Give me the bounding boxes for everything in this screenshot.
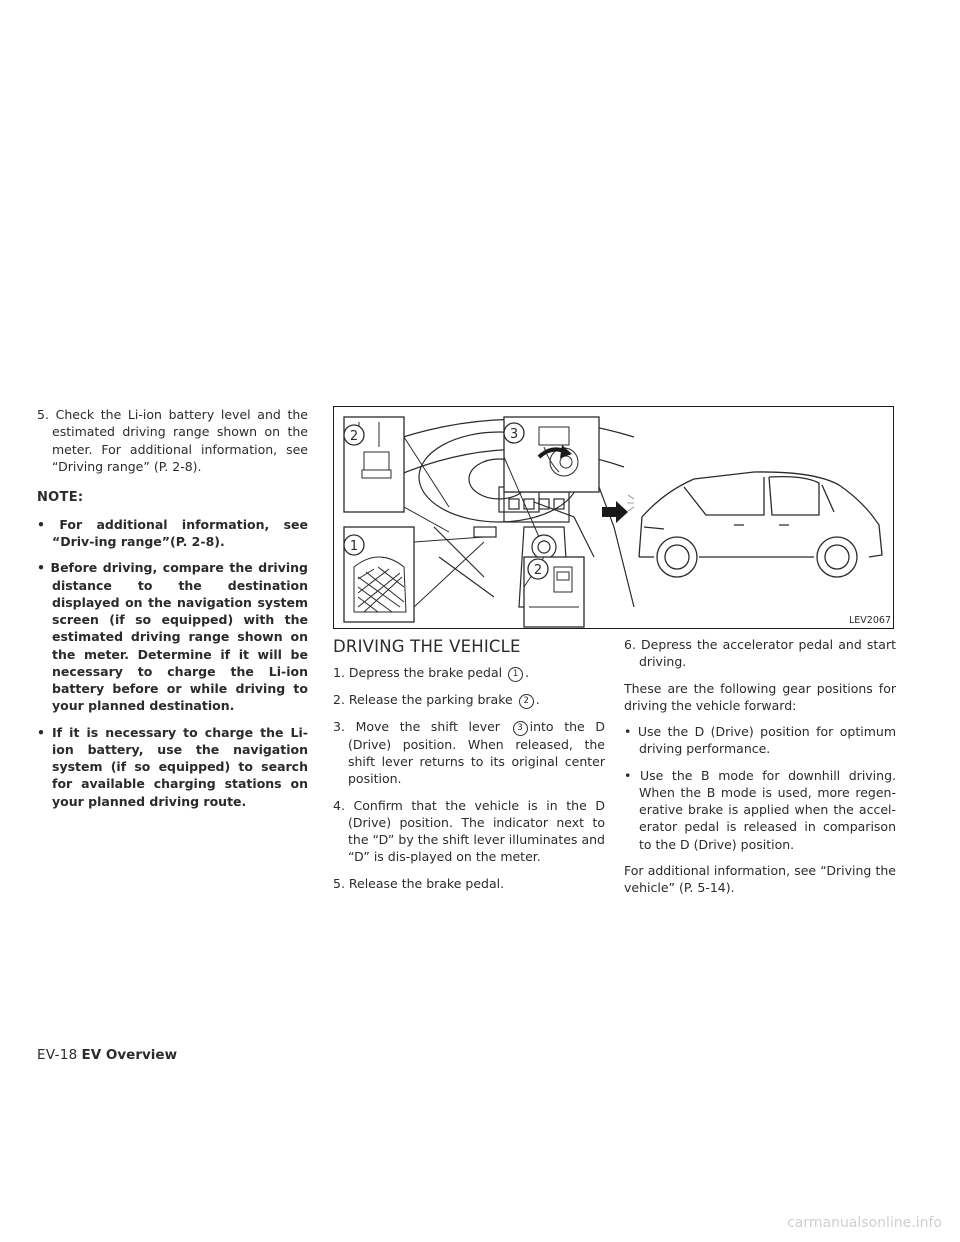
- step-5-number: 5.: [37, 407, 49, 422]
- step-2-end: .: [535, 691, 540, 707]
- step-6: 6. Depress the accelerator pedal and start driving.: [624, 637, 896, 670]
- callout-2b-label: 2: [533, 563, 543, 578]
- callout-ref-icon: 1: [508, 667, 523, 682]
- section-heading: DRIVING THE VEHICLE: [333, 637, 521, 656]
- car-side-icon: [639, 472, 882, 577]
- note-heading: NOTE:: [37, 490, 84, 505]
- step-3-text: 3. Move the shift lever: [333, 718, 500, 734]
- figure-code: LEV2067: [849, 614, 891, 626]
- step-5-text: Check the Li-ion battery level and the estimated driving range shown on the meter. For additional information, see “Driving range” (P. 2-8).: [52, 407, 308, 474]
- left-column: [37, 406, 308, 819]
- callout-3-label: 3: [509, 427, 519, 442]
- note-item: • Before driving, compare the driving distance to the destination displayed on the navigation system screen (if so equipped) with the estimated driving range shown on the meter. Determine if it will be necessary to charge the Li-ion battery before or while driving to your planned destination.: [37, 560, 308, 714]
- callout-ref-icon: 2: [519, 694, 534, 709]
- driving-illustration: [333, 406, 894, 629]
- right-column: [624, 636, 896, 905]
- step-2: [333, 691, 605, 709]
- closing-reference: For additional information, see “Driving the vehicle” (P. 5-14).: [624, 862, 896, 895]
- step-5: [37, 406, 308, 475]
- step-1-text: 1. Depress the brake pedal: [333, 664, 503, 680]
- watermark: carmanualsonline.info: [787, 1215, 942, 1231]
- chapter-title: EV Overview: [81, 1047, 178, 1063]
- bullet-d-mode: • Use the D (Drive) position for optimum driving performance.: [624, 724, 896, 757]
- step-3: [333, 718, 605, 788]
- page-footer: [37, 1046, 177, 1065]
- step-4: 4. Confirm that the vehicle is in the D (Drive) position. The indicator next to the “D” by the shift lever illuminates and “D” is dis-played on the meter.: [333, 797, 605, 865]
- callout-1-label: 1: [349, 539, 359, 554]
- callout-ref-icon: 3: [513, 721, 528, 736]
- bullet-b-mode: • Use the B mode for downhill driving. When the B mode is used, more regen-erative brake is applied when the accel-erator pedal is released in comparison to the D (Drive) position.: [624, 767, 896, 852]
- page-number: EV-18: [37, 1047, 78, 1063]
- step-1-end: .: [525, 664, 530, 680]
- gear-intro: These are the following gear positions for driving the vehicle forward:: [624, 680, 896, 713]
- note-item: • For additional information, see “Driv-ing range”(P. 2-8).: [37, 516, 308, 550]
- step-2-text: 2. Release the parking brake: [333, 691, 513, 707]
- driving-section: [333, 636, 605, 901]
- illustration-drawing: [334, 407, 894, 629]
- callout-2-label: 2: [349, 429, 359, 444]
- note-item: • If it is necessary to charge the Li-ion battery, use the navigation system (if so equipped) to search for available charging stations on your planned driving route.: [37, 724, 308, 809]
- step-1: [333, 664, 605, 682]
- step-5b: 5. Release the brake pedal.: [333, 875, 505, 891]
- step-3-end: into the D (Drive) position. When released, the shift lever returns to its original center position.: [348, 718, 605, 787]
